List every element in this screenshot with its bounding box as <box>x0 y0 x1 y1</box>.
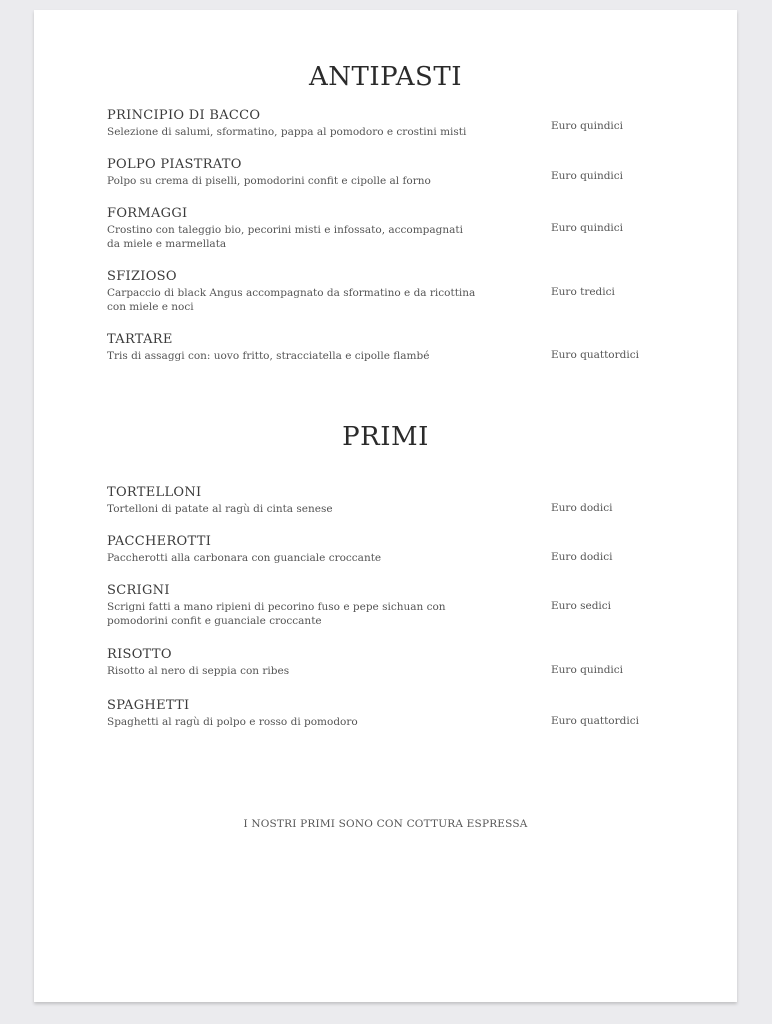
menu-item <box>107 332 707 363</box>
menu-item <box>107 698 707 729</box>
item-name: RISOTTO <box>107 647 172 662</box>
item-description: Tris di assaggi con: uovo fritto, stracciatella e cipolle flambé <box>107 350 430 362</box>
primi-title: PRIMI <box>342 422 429 452</box>
item-price: Euro quindici <box>551 222 624 234</box>
menu-item <box>107 206 707 251</box>
item-description: Crostino con taleggio bio, pecorini misti e infossato, accompagnati da miele e marmellata <box>107 224 463 250</box>
item-description: Tortelloni di patate al ragù di cinta senese <box>107 503 333 515</box>
item-price: Euro quattordici <box>551 349 639 361</box>
antipasti-title: ANTIPASTI <box>309 62 462 92</box>
menu-item <box>107 157 707 188</box>
item-name: TORTELLONI <box>107 485 202 500</box>
item-description: Polpo su crema di piselli, pomodorini confit e cipolle al forno <box>107 175 431 187</box>
item-description: Scrigni fatti a mano ripieni di pecorino fuso e pepe sichuan con pomodorini confit e guanciale croccante <box>107 601 446 627</box>
item-price: Euro quattordici <box>551 715 639 727</box>
item-name: SPAGHETTI <box>107 698 190 713</box>
menu-item <box>107 647 707 678</box>
item-name: FORMAGGI <box>107 206 188 221</box>
item-name: POLPO PIASTRATO <box>107 157 242 172</box>
item-price: Euro sedici <box>551 600 612 612</box>
item-name: PACCHEROTTI <box>107 534 212 549</box>
menu-item <box>107 108 707 139</box>
menu-item <box>107 534 707 565</box>
item-price: Euro tredici <box>551 286 615 298</box>
menu-item <box>107 269 707 314</box>
footer-note: I NOSTRI PRIMI SONO CON COTTURA ESPRESSA <box>243 818 528 830</box>
item-price: Euro dodici <box>551 551 613 563</box>
item-price: Euro dodici <box>551 502 613 514</box>
menu-item <box>107 485 707 516</box>
item-description: Risotto al nero di seppia con ribes <box>107 665 290 677</box>
item-description: Spaghetti al ragù di polpo e rosso di pomodoro <box>107 716 358 728</box>
menu-page <box>34 10 737 1002</box>
item-name: PRINCIPIO DI BACCO <box>107 108 261 123</box>
item-name: SFIZIOSO <box>107 269 177 284</box>
item-name: TARTARE <box>107 332 173 347</box>
item-name: SCRIGNI <box>107 583 170 598</box>
menu-item <box>107 583 707 628</box>
item-description: Carpaccio di black Angus accompagnato da sformatino e da ricottina con miele e noci <box>107 287 476 313</box>
item-price: Euro quindici <box>551 664 624 676</box>
item-description: Paccherotti alla carbonara con guanciale croccante <box>107 552 382 564</box>
item-description: Selezione di salumi, sformatino, pappa al pomodoro e crostini misti <box>107 126 467 138</box>
item-price: Euro quindici <box>551 170 624 182</box>
item-price: Euro quindici <box>551 120 624 132</box>
